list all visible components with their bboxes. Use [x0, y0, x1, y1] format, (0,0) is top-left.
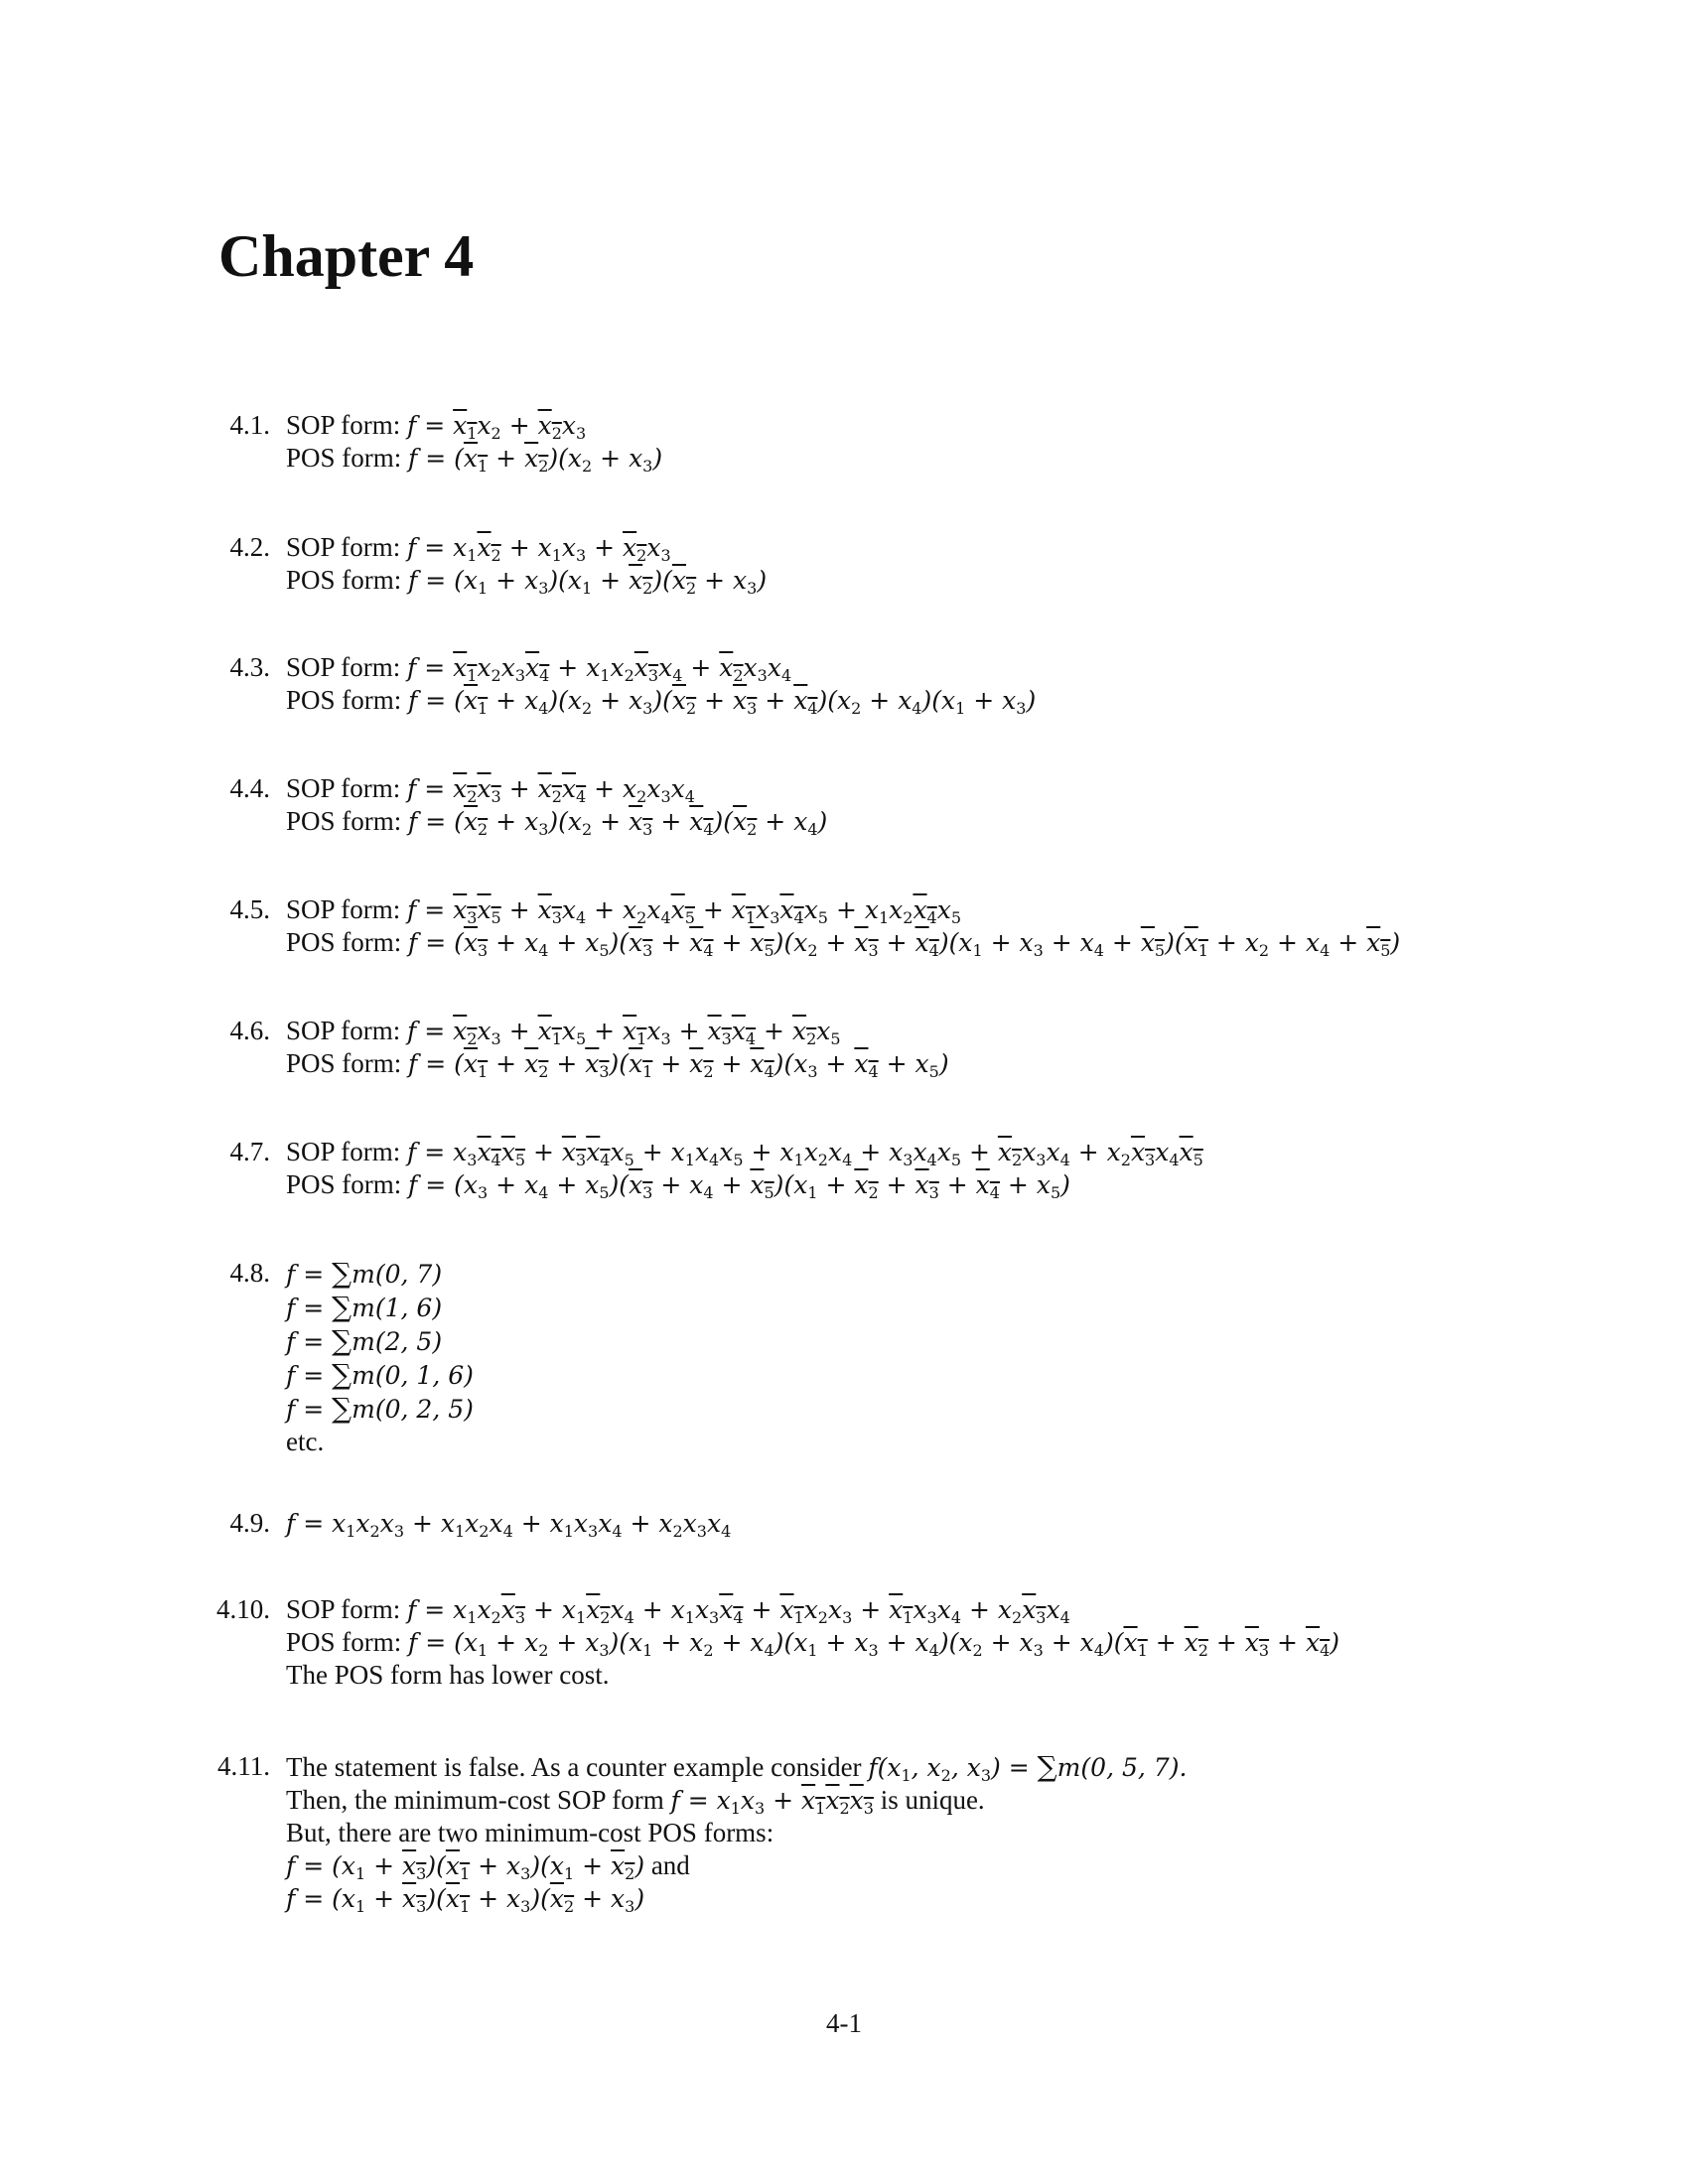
line-label: POS form: — [286, 1048, 402, 1078]
solution-line — [286, 893, 1656, 926]
problem-body — [286, 531, 1656, 597]
math-expression: f = ∑m(2, 5) — [286, 1324, 443, 1357]
problem-number: 4.11. — [217, 1751, 270, 1781]
line-label: SOP form: — [286, 1594, 401, 1624]
math-expression: $f = x_1x_2 + x_1x_3 + x_2x_3$ — [407, 533, 671, 565]
solution-line — [286, 1257, 1656, 1291]
solution-line — [286, 1849, 1656, 1882]
line-label: POS form: — [286, 443, 402, 473]
math-expression: $f = (x_1 + x_2 + x_3)(x_1 + x_2 + x_4)(x_3 + x_4 + x_5)$ — [408, 1049, 949, 1081]
solution-line — [286, 1168, 1656, 1201]
solution-line — [286, 1882, 1656, 1915]
line-label: POS form: — [286, 1169, 402, 1199]
math-expression: $f = x_1x_3 + x_1x_2x_3$ — [670, 1786, 874, 1818]
math-expression: $f = x_1x_2x_3 + x_1x_2x_4 + x_1x_3x_4 + x_1x_2x_3 + x_1x_3x_4 + x_2x_3x_4$ — [407, 1595, 1070, 1627]
problem-body — [286, 1507, 1656, 1540]
math-expression: $f = x_1x_2 + x_2x_3$ — [407, 411, 587, 443]
line-label: POS form: — [286, 685, 402, 715]
solution-line — [286, 1659, 1656, 1692]
line-suffix: and — [650, 1850, 690, 1880]
line-label: SOP form: — [286, 1016, 401, 1045]
solution-line — [286, 1426, 1656, 1458]
solution-line — [286, 684, 1656, 717]
line-label: SOP form: — [286, 532, 401, 562]
math-expression: $f = x_2x_3 + x_1x_5 + x_1x_3 + x_3x_4 + x_2x_5$ — [407, 1017, 841, 1048]
problem-body — [286, 1257, 1656, 1458]
problem-number: 4.8. — [229, 1258, 270, 1288]
problem-number: 4.10. — [216, 1594, 270, 1624]
line-label: etc. — [286, 1427, 325, 1456]
line-label: SOP form: — [286, 773, 401, 803]
math-expression: $f = (x_1 + x_4)(x_2 + x_3)(x_2 + x_3 + x_4)(x_2 + x_4)(x_1 + x_3)$ — [408, 686, 1037, 718]
math-expression: $f = (x_1 + x_2)(x_2 + x_3)$ — [408, 444, 663, 476]
solution-line — [286, 531, 1656, 564]
solution-line — [286, 1817, 1656, 1849]
solution-line — [286, 1358, 1656, 1392]
solution-line — [286, 805, 1656, 838]
math-expression: $f = (x_3 + x_4 + x_5)(x_3 + x_4 + x_5)(x_1 + x_2 + x_3 + x_4 + x_5)$ — [408, 1170, 1070, 1202]
problem-body — [286, 1136, 1656, 1201]
line-label: POS form: — [286, 1627, 402, 1657]
line-suffix: is unique. — [880, 1785, 985, 1815]
solution-line — [286, 1291, 1656, 1324]
math-expression: $f = (x_1 + x_3)(x_1 + x_3)(x_2 + x_3)$ — [286, 1884, 645, 1916]
math-expression: f = ∑m(0, 7) — [286, 1257, 443, 1290]
problem-body — [286, 1015, 1656, 1080]
solution-line — [286, 1324, 1656, 1358]
line-label: POS form: — [286, 927, 402, 957]
solution-line — [286, 409, 1656, 442]
problem-number: 4.6. — [229, 1016, 270, 1045]
line-label: The statement is false. As a counter example consider — [286, 1752, 862, 1782]
solution-line — [286, 1750, 1656, 1784]
math-expression: $f = (x_2 + x_3)(x_2 + x_3 + x_4)(x_2 + x_4)$ — [408, 807, 828, 839]
math-expression: f = ∑m(0, 2, 5) — [286, 1392, 474, 1425]
math-expression: $f = x_1x_2x_3 + x_1x_2x_4 + x_1x_3x_4 + x_2x_3x_4$ — [286, 1509, 732, 1541]
solution-line — [286, 1784, 1656, 1817]
solution-line — [286, 1047, 1656, 1080]
problem-body — [286, 772, 1656, 838]
problem-body — [286, 651, 1656, 717]
line-label: SOP form: — [286, 1137, 401, 1166]
solution-line — [286, 564, 1656, 597]
line-label: Then, the minimum-cost SOP form — [286, 1785, 664, 1815]
math-expression: $f = x_3x_4x_5 + x_3x_4x_5 + x_1x_4x_5 + x_1x_2x_4 + x_3x_4x_5 + x_2x_3x_4 + x_2x_3x_4x_5$ — [407, 1138, 1203, 1169]
solution-line — [286, 1593, 1656, 1626]
solution-line — [286, 442, 1656, 475]
problem-number: 4.4. — [229, 773, 270, 803]
math-expression: $f = (x_3 + x_4 + x_5)(x_3 + x_4 + x_5)(x_2 + x_3 + x_4)(x_1 + x_3 + x_4 + x_5)(x_1 + x_2 + x_4 + x_5)$ — [408, 928, 1401, 960]
problem-body — [286, 893, 1656, 959]
math-expression: $f = (x_1 + x_3)(x_1 + x_3)(x_1 + x_2)$ — [286, 1851, 645, 1883]
solution-line — [286, 1507, 1656, 1540]
line-label: SOP form: — [286, 410, 401, 440]
problem-number: 4.7. — [229, 1137, 270, 1166]
math-expression: f = ∑m(1, 6) — [286, 1291, 443, 1323]
line-label: SOP form: — [286, 894, 401, 924]
problem-number: 4.1. — [229, 410, 270, 440]
solution-line — [286, 926, 1656, 959]
solution-line — [286, 772, 1656, 805]
math-expression: $f = x_3x_5 + x_3x_4 + x_2x_4x_5 + x_1x_3x_4x_5 + x_1x_2x_4x_5$ — [407, 895, 962, 927]
page-number: 4-1 — [826, 2008, 862, 2038]
math-expression: $f = (x_1 + x_2 + x_3)(x_1 + x_2 + x_4)(x_1 + x_3 + x_4)(x_2 + x_3 + x_4)(x_1 + x_2 + x_3 + x_4)$ — [408, 1628, 1340, 1660]
line-label: But, there are two minimum-cost POS forms: — [286, 1818, 774, 1847]
problem-number: 4.3. — [229, 652, 270, 682]
line-label: The POS form has lower cost. — [286, 1660, 610, 1690]
solution-line — [286, 1136, 1656, 1168]
math-expression: $f = (x_1 + x_3)(x_1 + x_2)(x_2 + x_3)$ — [408, 566, 768, 598]
problem-body — [286, 1593, 1656, 1692]
math-expression: $f = x_2x_3 + x_2x_4 + x_2x_3x_4$ — [407, 774, 695, 806]
solution-line — [286, 1626, 1656, 1659]
problem-body — [286, 409, 1656, 475]
problem-number: 4.5. — [229, 894, 270, 924]
solution-line — [286, 1015, 1656, 1047]
problem-number: 4.2. — [229, 532, 270, 562]
line-label: POS form: — [286, 565, 402, 595]
solution-line — [286, 651, 1656, 684]
math-expression: $f(x_1$, $x_2$, $x_3) = \sum m(0$, 5, 7). — [868, 1750, 1188, 1785]
math-expression: f = ∑m(0, 1, 6) — [286, 1358, 474, 1391]
line-label: SOP form: — [286, 652, 401, 682]
chapter-title: Chapter 4 — [218, 223, 475, 289]
problem-number: 4.9. — [229, 1508, 270, 1538]
problem-body — [286, 1750, 1656, 1915]
math-expression: $f = x_1x_2x_3x_4 + x_1x_2x_3x_4 + x_2x_3x_4$ — [407, 653, 792, 685]
solution-line — [286, 1392, 1656, 1426]
line-label: POS form: — [286, 806, 402, 836]
